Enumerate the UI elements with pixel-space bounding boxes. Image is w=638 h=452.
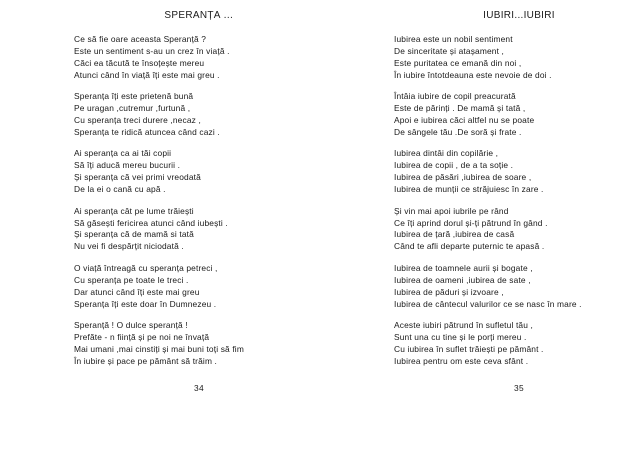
poem-line: Aceste iubiri pătrund în sufletul tău , xyxy=(394,320,533,331)
poem-line: Iubirea este un nobil sentiment xyxy=(394,34,513,44)
right-poem-title: IUBIRI...IUBIRI xyxy=(483,10,555,21)
poem-line: Ai speranța ca ai tăi copii xyxy=(74,148,172,159)
stanza xyxy=(394,263,638,311)
poem-line: Ai speranța cât pe lume trăiești xyxy=(74,205,194,216)
poem-line: Și speranța că vei primi vreodată xyxy=(74,172,201,183)
stanza xyxy=(74,320,324,368)
poem-line: Iubirea dintâi din copilărie , xyxy=(394,148,499,159)
poem-line: Iubirea de țară ,iubirea de casă xyxy=(394,229,515,240)
poem-line: Căci ea tăcută te însoțește mereu xyxy=(74,57,205,68)
poem-line: Iubirea pentru om este ceva sfânt . xyxy=(394,355,529,366)
stanza xyxy=(394,148,638,196)
poem-line: Speranța îți este doar în Dumnezeu . xyxy=(74,298,217,309)
poem-line: De sinceritate și atașament , xyxy=(394,45,505,56)
poem-line: Cu speranța pe toate le treci . xyxy=(74,274,189,285)
poem-line: Speranța te ridică atuncea când cazi . xyxy=(74,126,220,137)
poem-line: Cu iubirea în suflet trăiești pe pământ . xyxy=(394,343,544,354)
stanza xyxy=(394,34,638,82)
right-page xyxy=(394,0,638,393)
poem-line: Dar atunci când îți este mai greu xyxy=(74,286,200,297)
poem-line: În iubire întotdeauna este nevoie de doi . xyxy=(394,69,552,80)
poem-line: Și speranța că de mamă si tată xyxy=(74,229,194,240)
poem-line: De la ei o cană cu apă . xyxy=(74,184,166,195)
poem-line: Sunt una cu tine și le porți mereu . xyxy=(394,332,527,342)
poem-line: Atunci când în viață îți este mai greu . xyxy=(74,69,220,80)
poem-line: Să îți aducă mereu bucurii . xyxy=(74,160,181,171)
poem-line: Nu vei fi despărțit niciodată . xyxy=(74,241,184,252)
stanza xyxy=(394,320,638,368)
poem-line: Iubirea de cântecul valurilor ce se nasc în mare . xyxy=(394,298,582,309)
poem-line: Este puritatea ce emană din noi , xyxy=(394,57,522,68)
poem-line: Prefăte - n ființă și pe noi ne învață xyxy=(74,332,210,342)
stanza xyxy=(74,34,324,82)
left-page xyxy=(74,0,324,393)
right-page-number: 35 xyxy=(514,383,524,393)
left-page-number: 34 xyxy=(194,383,204,393)
poem-line: O viață întreagă cu speranța petreci , xyxy=(74,262,218,273)
poem-line: Iubirea de copii , de a ta soție . xyxy=(394,160,514,171)
poem-line: Iubirea de păduri și izvoare , xyxy=(394,286,504,297)
poem-line: Iubirea de munții ce străjuiesc în zare . xyxy=(394,184,544,195)
stanza xyxy=(74,91,324,139)
stanza xyxy=(74,206,324,254)
poem-line: Cu speranța treci durere ,necaz , xyxy=(74,115,201,126)
stanza xyxy=(74,148,324,196)
poem-line: Este de părinți . De mamă și tată , xyxy=(394,103,526,114)
poem-line: Și vin mai apoi iubrile pe rând xyxy=(394,205,509,216)
poem-line: În iubire și pace pe pământ să trăim . xyxy=(74,355,218,366)
poem-line: Iubirea de toamnele aurii și bogate , xyxy=(394,262,533,273)
poem-line: Ce să fie oare aceasta Speranță ? xyxy=(74,34,207,44)
poem-line: Mai umani ,mai cinstiți și mai buni toți să fim xyxy=(74,343,244,354)
poem-line: Să găsești fericirea atunci când iubești . xyxy=(74,217,228,228)
left-stanzas xyxy=(74,34,324,368)
poem-line: Când te afli departe puternic te apasă . xyxy=(394,241,545,252)
left-poem-title: SPERANȚA … xyxy=(164,10,234,21)
poem-line: Apoi e iubirea căci altfel nu se poate xyxy=(394,115,535,126)
stanza xyxy=(394,91,638,139)
poem-line: Pe uragan ,cutremur ,furtună , xyxy=(74,103,191,114)
poem-line: Iubirea de oameni ,iubirea de sate , xyxy=(394,274,531,285)
poem-line: Întâia iubire de copil preacurată xyxy=(394,91,516,102)
poem-line: De sângele tău .De soră și frate . xyxy=(394,126,522,137)
poem-line: Speranță ! O dulce speranță ! xyxy=(74,320,188,331)
poem-line: Speranța îți este prietenă bună xyxy=(74,91,194,102)
poem-line: Este un sentiment s-au un crez în viață . xyxy=(74,45,230,56)
poem-line: Ce îți aprind dorul și-ți pătrund în gând . xyxy=(394,217,548,228)
right-stanzas xyxy=(394,34,638,368)
stanza xyxy=(394,206,638,254)
poem-line: Iubirea de păsări ,iubirea de soare , xyxy=(394,172,532,183)
stanza xyxy=(74,263,324,311)
